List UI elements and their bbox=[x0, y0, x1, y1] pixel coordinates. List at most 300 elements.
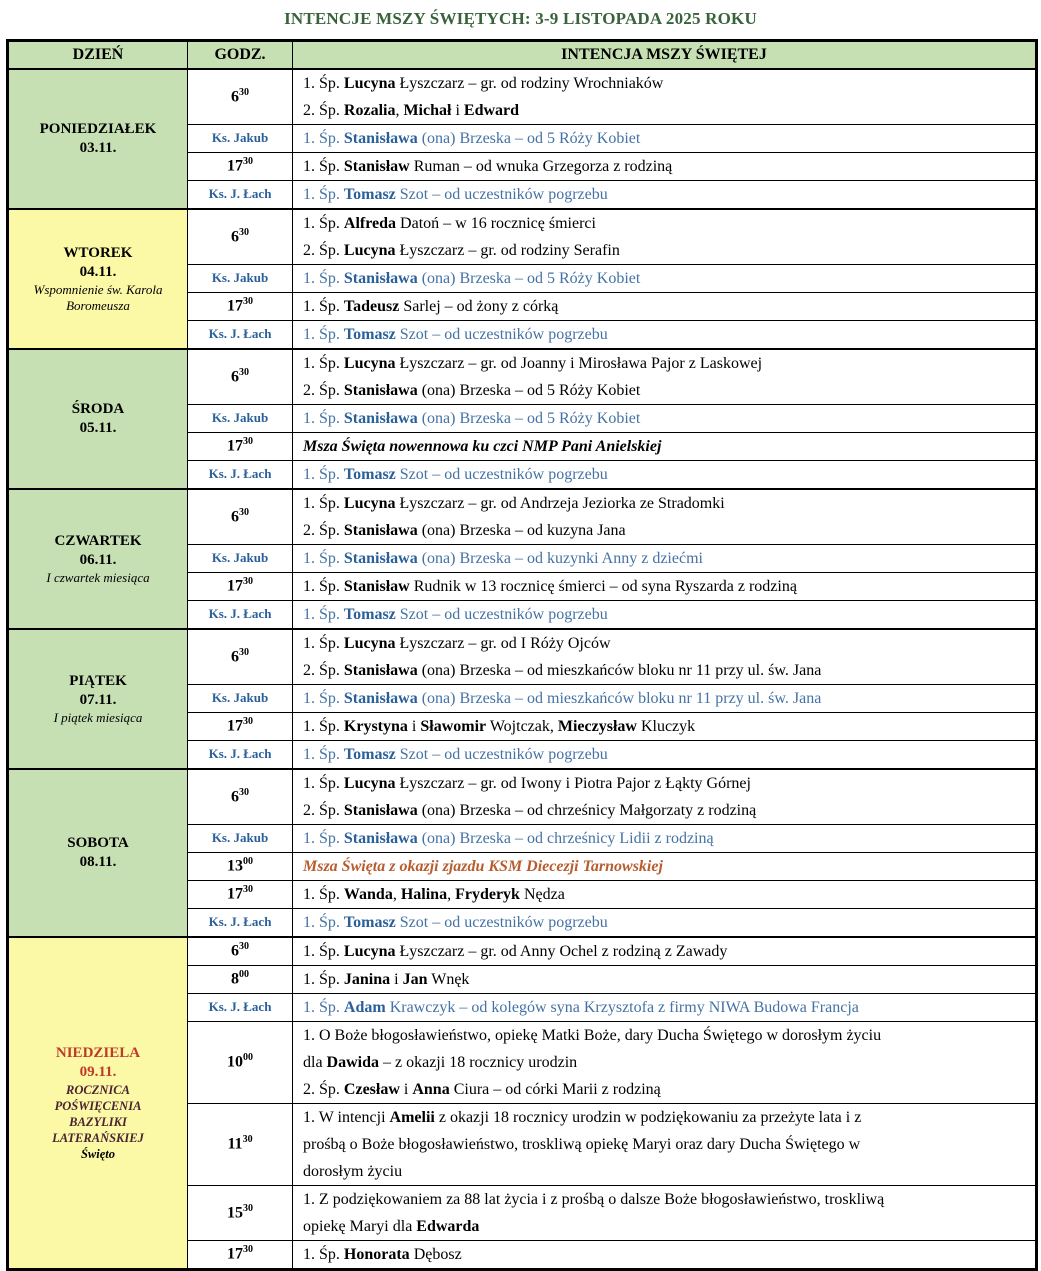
intention-cell bbox=[293, 824, 1037, 852]
priest-label: Ks. Jakub bbox=[211, 830, 269, 845]
day-date: 04.11. bbox=[79, 263, 117, 280]
priest-cell bbox=[188, 460, 293, 489]
intention-line bbox=[303, 545, 1027, 572]
intention-text: Wnęk bbox=[427, 970, 470, 988]
time-cell: $6^{30}$ bbox=[188, 69, 293, 125]
table-row bbox=[8, 489, 1037, 545]
intention-line bbox=[303, 881, 1027, 908]
intention-text: Stanisława bbox=[343, 381, 418, 399]
intention-text: (ona) Brzeska – od mieszkańców bloku nr 11 przy ul. św. Jana bbox=[417, 689, 822, 707]
intention-text: , bbox=[395, 101, 404, 119]
intention-text: Dębosz bbox=[409, 1245, 462, 1263]
priest-label: Ks. J. Łach bbox=[208, 186, 272, 201]
priest-cell bbox=[188, 404, 293, 432]
intention-text: 1. Śp. bbox=[303, 1245, 344, 1263]
day-date: 07.11. bbox=[79, 691, 117, 708]
intention-text: Szot – od uczestników pogrzebu bbox=[395, 605, 608, 623]
intention-text: dla bbox=[303, 1053, 327, 1071]
intention-text: Krystyna bbox=[343, 717, 408, 735]
intention-text: – z okazji 18 rocznicy urodzin bbox=[379, 1053, 578, 1071]
intention-line bbox=[303, 517, 1027, 544]
intention-text: Tomasz bbox=[343, 605, 396, 623]
intention-text: i bbox=[407, 717, 421, 735]
time-cell: $17^{30}$ bbox=[188, 432, 293, 460]
day-date: 08.11. bbox=[79, 853, 117, 870]
day-feast-line: ROCZNICA bbox=[66, 1082, 130, 1097]
intention-line bbox=[303, 630, 1027, 657]
intention-text: 1. Śp. bbox=[303, 74, 344, 92]
intention-line bbox=[303, 1186, 1027, 1213]
intention-text: prośbą o Boże błogosławieństwo, troskliwą opiekę Maryi oraz dary Ducha Świętego w bbox=[303, 1135, 861, 1153]
time-superscript: 30 bbox=[239, 786, 249, 798]
intention-text: 1. Śp. bbox=[303, 354, 344, 372]
time-cell: $17^{30}$ bbox=[188, 292, 293, 320]
intention-text: 2. Śp. bbox=[303, 101, 344, 119]
intention-line bbox=[303, 741, 1027, 768]
intention-text: Lucyna bbox=[343, 241, 396, 259]
intention-text: Łyszczarz – gr. od Iwony i Piotra Pajor z Łąkty Górnej bbox=[395, 774, 751, 792]
intention-cell bbox=[293, 1021, 1037, 1103]
intention-text: (ona) Brzeska – od 5 Róży Kobiet bbox=[417, 381, 641, 399]
intention-text: 1. Śp. bbox=[303, 549, 344, 567]
intention-text: 1. Śp. bbox=[303, 913, 344, 931]
table-row bbox=[8, 769, 1037, 825]
intention-text: Janina bbox=[343, 970, 391, 988]
intention-text: 1. Śp. bbox=[303, 297, 344, 315]
intention-text: i bbox=[390, 970, 403, 988]
intention-text: Stanisława bbox=[343, 521, 418, 539]
intention-cell bbox=[293, 489, 1037, 545]
intention-text: Sarlej – od żony z córką bbox=[399, 297, 559, 315]
intention-cell bbox=[293, 349, 1037, 405]
intention-cell bbox=[293, 852, 1037, 880]
intention-text: Lucyna bbox=[343, 634, 396, 652]
priest-cell bbox=[188, 320, 293, 349]
time-cell: $17^{30}$ bbox=[188, 1240, 293, 1269]
priest-cell bbox=[188, 740, 293, 769]
intention-cell bbox=[293, 629, 1037, 685]
intention-text: (ona) Brzeska – od chrześnicy Małgorzaty z rodziną bbox=[417, 801, 757, 819]
intention-text: 1. Śp. bbox=[303, 885, 344, 903]
intention-text: Datoń – w 16 rocznicę śmierci bbox=[396, 214, 596, 232]
intention-cell bbox=[293, 320, 1037, 349]
intention-text: (ona) Brzeska – od chrześnicy Lidii z rodziną bbox=[417, 829, 714, 847]
intention-cell bbox=[293, 124, 1037, 152]
intention-cell bbox=[293, 572, 1037, 600]
day-date: 03.11. bbox=[79, 139, 117, 156]
intention-cell bbox=[293, 544, 1037, 572]
intention-line bbox=[303, 938, 1027, 965]
intention-text: Wojtczak, bbox=[486, 717, 558, 735]
intention-text: 1. Śp. bbox=[303, 409, 344, 427]
intention-text: 1. Śp. bbox=[303, 689, 344, 707]
intention-text: Anna bbox=[412, 1080, 450, 1098]
col-header-time: GODZ. bbox=[188, 41, 293, 69]
intention-text: Łyszczarz – gr. od Anny Ochel z rodziną z Zawady bbox=[395, 942, 728, 960]
priest-cell bbox=[188, 684, 293, 712]
intention-cell bbox=[293, 432, 1037, 460]
day-cell bbox=[8, 629, 188, 769]
intention-text: Szot – od uczestników pogrzebu bbox=[395, 185, 608, 203]
time-superscript: 30 bbox=[243, 436, 253, 448]
table-body bbox=[8, 69, 1037, 1270]
intention-line bbox=[303, 1241, 1027, 1268]
day-subtitle: I piątek miesiąca bbox=[53, 709, 143, 725]
intention-line bbox=[303, 350, 1027, 377]
priest-label: Ks. Jakub bbox=[211, 130, 269, 145]
time-superscript: 30 bbox=[243, 156, 253, 168]
intention-text: 1. Śp. bbox=[303, 214, 344, 232]
intention-text: 2. Śp. bbox=[303, 1080, 344, 1098]
day-name: PONIEDZIAŁEK bbox=[39, 120, 157, 137]
day-cell bbox=[8, 937, 188, 1270]
priest-label: Ks. Jakub bbox=[211, 270, 269, 285]
time-cell: $6^{30}$ bbox=[188, 769, 293, 825]
intention-cell bbox=[293, 404, 1037, 432]
intention-cell bbox=[293, 600, 1037, 629]
time-superscript: 30 bbox=[243, 1202, 253, 1214]
table-row bbox=[8, 349, 1037, 405]
intention-text: Łyszczarz – gr. od I Róży Ojców bbox=[395, 634, 611, 652]
time-superscript: 30 bbox=[239, 646, 249, 658]
intention-cell bbox=[293, 1103, 1037, 1185]
intention-line bbox=[303, 1049, 1027, 1076]
time-superscript: 30 bbox=[239, 86, 249, 98]
intention-text: opiekę Maryi dla bbox=[303, 1217, 417, 1235]
intention-text: Stanisława bbox=[343, 409, 418, 427]
intention-text: 1. Śp. bbox=[303, 325, 344, 343]
intention-text: Halina bbox=[400, 885, 448, 903]
day-feast-line: LATERAŃSKIEJ bbox=[52, 1130, 144, 1145]
intention-text: 2. Śp. bbox=[303, 381, 344, 399]
intention-text: Ruman – od wnuka Grzegorza z rodziną bbox=[409, 157, 673, 175]
intention-line bbox=[303, 797, 1027, 824]
time-cell: $6^{30}$ bbox=[188, 629, 293, 685]
time-cell: $6^{30}$ bbox=[188, 937, 293, 966]
intention-text: Tomasz bbox=[343, 465, 396, 483]
intention-text: 1. Śp. bbox=[303, 494, 344, 512]
intention-text: (ona) Brzeska – od kuzynki Anny z dziećmi bbox=[417, 549, 703, 567]
day-cell bbox=[8, 69, 188, 209]
intention-line bbox=[303, 321, 1027, 348]
intention-text: (ona) Brzeska – od 5 Róży Kobiet bbox=[417, 129, 641, 147]
table-row bbox=[8, 937, 1037, 966]
time-cell: $11^{30}$ bbox=[188, 1103, 293, 1185]
time-superscript: 00 bbox=[243, 1052, 253, 1064]
time-superscript: 30 bbox=[243, 1244, 253, 1256]
intention-cell bbox=[293, 937, 1037, 966]
intention-line bbox=[303, 966, 1027, 993]
intention-text: 1. O Boże błogosławieństwo, opiekę Matki Boże, dary Ducha Świętego w dorosłym życiu bbox=[303, 1026, 882, 1044]
intention-line bbox=[303, 97, 1027, 124]
intention-cell bbox=[293, 993, 1037, 1021]
intention-text: Lucyna bbox=[343, 942, 396, 960]
intention-line bbox=[303, 573, 1027, 600]
day-feast-line: POŚWIĘCENIA bbox=[54, 1098, 142, 1113]
intention-text: 1. Śp. bbox=[303, 774, 344, 792]
intention-text: Szot – od uczestników pogrzebu bbox=[395, 913, 608, 931]
time-superscript: 00 bbox=[239, 969, 249, 981]
intention-text: Rudnik w 13 rocznicę śmierci – od syna Ryszarda z rodziną bbox=[409, 577, 797, 595]
intention-text: Szot – od uczestników pogrzebu bbox=[395, 745, 608, 763]
intention-text: z okazji 18 rocznicy urodzin w podziękowaniu za przeżyte lata i z bbox=[434, 1108, 862, 1126]
intention-line bbox=[303, 1158, 1027, 1185]
intention-text: Tomasz bbox=[343, 185, 396, 203]
intention-line bbox=[303, 210, 1027, 237]
day-name: SOBOTA bbox=[67, 834, 129, 851]
day-cell bbox=[8, 349, 188, 489]
intention-text: 2. Śp. bbox=[303, 521, 344, 539]
time-cell: $17^{30}$ bbox=[188, 572, 293, 600]
intention-text: Stanisława bbox=[343, 549, 418, 567]
intention-text: dorosłym życiu bbox=[303, 1162, 403, 1180]
intention-line bbox=[303, 770, 1027, 797]
intention-text: Msza Święta z okazji zjazdu KSM Diecezji Tarnowskiej bbox=[303, 857, 663, 875]
intention-text: Łyszczarz – gr. od rodziny Serafin bbox=[395, 241, 620, 259]
intention-text: Stanisława bbox=[343, 689, 418, 707]
intention-cell bbox=[293, 292, 1037, 320]
day-subtitle: Wspomnienie św. Karola bbox=[33, 281, 163, 297]
intention-text: 1. Śp. bbox=[303, 634, 344, 652]
intention-text: Szot – od uczestników pogrzebu bbox=[395, 325, 608, 343]
day-name: WTOREK bbox=[63, 244, 133, 261]
intention-text: Amelii bbox=[389, 1108, 435, 1126]
intention-text: Stanisława bbox=[343, 661, 418, 679]
intention-text: , bbox=[447, 885, 456, 903]
intention-text: 1. Śp. bbox=[303, 829, 344, 847]
intention-text: Łyszczarz – gr. od rodziny Wrochniaków bbox=[395, 74, 664, 92]
intention-line bbox=[303, 433, 1027, 460]
intention-text: Edward bbox=[463, 101, 520, 119]
intention-line bbox=[303, 70, 1027, 97]
intention-text: 2. Śp. bbox=[303, 241, 344, 259]
intention-line bbox=[303, 377, 1027, 404]
page-title: INTENCJE MSZY ŚWIĘTYCH: 3-9 LISTOPADA 2025 ROKU bbox=[284, 9, 757, 28]
intention-line bbox=[303, 685, 1027, 712]
intention-text: Lucyna bbox=[343, 74, 396, 92]
intention-text: Tomasz bbox=[343, 745, 396, 763]
intention-line bbox=[303, 853, 1027, 880]
day-date: 09.11. bbox=[79, 1063, 117, 1080]
intention-text: Msza Święta nowennowa ku czci NMP Pani Anielskiej bbox=[303, 437, 662, 455]
time-cell: $8^{00}$ bbox=[188, 965, 293, 993]
intention-cell bbox=[293, 1185, 1037, 1240]
intention-cell bbox=[293, 180, 1037, 209]
intention-text: Rozalia bbox=[343, 101, 396, 119]
priest-label: Ks. J. Łach bbox=[208, 999, 272, 1014]
intention-text: Stanisław bbox=[343, 157, 410, 175]
intention-cell bbox=[293, 152, 1037, 180]
intention-text: 1. Śp. bbox=[303, 605, 344, 623]
day-cell bbox=[8, 769, 188, 937]
intention-text: 1. Śp. bbox=[303, 717, 344, 735]
day-date: 05.11. bbox=[79, 419, 117, 436]
intention-text: i bbox=[399, 1080, 413, 1098]
intention-text: 1. Śp. bbox=[303, 465, 344, 483]
intention-line bbox=[303, 601, 1027, 628]
intention-line bbox=[303, 994, 1027, 1021]
priest-cell bbox=[188, 824, 293, 852]
intention-line bbox=[303, 1076, 1027, 1103]
time-cell: $6^{30}$ bbox=[188, 349, 293, 405]
priest-cell bbox=[188, 908, 293, 937]
intention-line bbox=[303, 461, 1027, 488]
intention-cell bbox=[293, 880, 1037, 908]
intention-text: i bbox=[451, 101, 464, 119]
intention-line bbox=[303, 825, 1027, 852]
intention-cell bbox=[293, 460, 1037, 489]
intention-text: 1. W intencji bbox=[303, 1108, 390, 1126]
intention-line bbox=[303, 909, 1027, 936]
intention-text: (ona) Brzeska – od mieszkańców bloku nr 11 przy ul. św. Jana bbox=[417, 661, 822, 679]
intention-cell bbox=[293, 740, 1037, 769]
intention-text: Stanisława bbox=[343, 269, 418, 287]
priest-cell bbox=[188, 993, 293, 1021]
intention-text: Dawida bbox=[326, 1053, 379, 1071]
intention-line bbox=[303, 657, 1027, 684]
intention-cell bbox=[293, 264, 1037, 292]
intention-cell bbox=[293, 908, 1037, 937]
intention-text: Edwarda bbox=[416, 1217, 480, 1235]
day-subtitle: Boromeusza bbox=[66, 297, 130, 313]
time-cell: $6^{30}$ bbox=[188, 489, 293, 545]
intention-text: 1. Śp. bbox=[303, 185, 344, 203]
intention-line bbox=[303, 713, 1027, 740]
priest-label: Ks. J. Łach bbox=[208, 466, 272, 481]
intention-text: , bbox=[392, 885, 401, 903]
intention-text: (ona) Brzeska – od 5 Róży Kobiet bbox=[417, 409, 641, 427]
time-superscript: 30 bbox=[243, 716, 253, 728]
priest-cell bbox=[188, 124, 293, 152]
intention-text: 1. Śp. bbox=[303, 745, 344, 763]
intention-line bbox=[303, 237, 1027, 264]
priest-label: Ks. Jakub bbox=[211, 550, 269, 565]
intention-cell bbox=[293, 684, 1037, 712]
time-superscript: 30 bbox=[239, 941, 249, 953]
day-name: PIĄTEK bbox=[69, 672, 127, 689]
intention-text: 1. Śp. bbox=[303, 129, 344, 147]
day-note: Święto bbox=[80, 1146, 116, 1161]
priest-label: Ks. J. Łach bbox=[208, 606, 272, 621]
table-row bbox=[8, 69, 1037, 125]
intention-text: Tomasz bbox=[343, 325, 396, 343]
intention-text: Ciura – od córki Marii z rodziną bbox=[449, 1080, 661, 1098]
day-date: 06.11. bbox=[79, 551, 117, 568]
intention-line bbox=[303, 265, 1027, 292]
intention-cell bbox=[293, 769, 1037, 825]
intention-text: Kluczyk bbox=[636, 717, 696, 735]
intention-text: Stanisława bbox=[343, 829, 418, 847]
intention-text: Adam bbox=[343, 998, 386, 1016]
intention-text: Wanda bbox=[343, 885, 393, 903]
time-cell: $10^{00}$ bbox=[188, 1021, 293, 1103]
intention-text: Łyszczarz – gr. od Joanny i Mirosława Pajor z Laskowej bbox=[395, 354, 763, 372]
intention-line bbox=[303, 1213, 1027, 1240]
intention-text: 1. Śp. bbox=[303, 577, 344, 595]
time-cell: $13^{00}$ bbox=[188, 852, 293, 880]
intention-text: Fryderyk bbox=[455, 885, 520, 903]
intention-text: Tadeusz bbox=[343, 297, 400, 315]
priest-cell bbox=[188, 264, 293, 292]
day-name: CZWARTEK bbox=[54, 532, 142, 549]
priest-cell bbox=[188, 600, 293, 629]
intention-line bbox=[303, 181, 1027, 208]
priest-cell bbox=[188, 180, 293, 209]
intention-text: Jan bbox=[402, 970, 428, 988]
intention-text: 1. Z podziękowaniem za 88 lat życia i z prośbą o dalsze Boże błogosławieństwo, troskliwą bbox=[303, 1190, 885, 1208]
intention-cell bbox=[293, 712, 1037, 740]
intention-line bbox=[303, 1131, 1027, 1158]
time-superscript: 30 bbox=[239, 366, 249, 378]
intention-text: 1. Śp. bbox=[303, 998, 344, 1016]
intention-text: Nędza bbox=[519, 885, 565, 903]
intention-text: Łyszczarz – gr. od Andrzeja Jeziorka ze Stradomki bbox=[395, 494, 725, 512]
intention-line bbox=[303, 1104, 1027, 1131]
intention-text: 2. Śp. bbox=[303, 661, 344, 679]
intention-line bbox=[303, 125, 1027, 152]
intention-text: (ona) Brzeska – od kuzyna Jana bbox=[417, 521, 626, 539]
priest-label: Ks. Jakub bbox=[211, 410, 269, 425]
time-superscript: 30 bbox=[243, 576, 253, 588]
priest-label: Ks. Jakub bbox=[211, 690, 269, 705]
intention-line bbox=[303, 293, 1027, 320]
day-name: ŚRODA bbox=[71, 400, 125, 417]
col-header-day: DZIEŃ bbox=[8, 41, 188, 69]
time-cell: $6^{30}$ bbox=[188, 209, 293, 265]
table-row bbox=[8, 629, 1037, 685]
day-feast-line: BAZYLIKI bbox=[69, 1114, 127, 1129]
intention-text: Krawczyk – od kolegów syna Krzysztofa z firmy NIWA Budowa Francja bbox=[385, 998, 859, 1016]
intention-cell bbox=[293, 69, 1037, 125]
time-cell: $17^{30}$ bbox=[188, 152, 293, 180]
table-row bbox=[8, 209, 1037, 265]
intention-line bbox=[303, 490, 1027, 517]
time-superscript: 30 bbox=[243, 884, 253, 896]
priest-label: Ks. J. Łach bbox=[208, 914, 272, 929]
day-name: NIEDZIELA bbox=[55, 1044, 141, 1061]
intention-text: Lucyna bbox=[343, 774, 396, 792]
intention-text: Stanisława bbox=[343, 801, 418, 819]
intention-text: Mieczysław bbox=[557, 717, 637, 735]
intention-text: 1. Śp. bbox=[303, 970, 344, 988]
day-cell bbox=[8, 209, 188, 349]
priest-cell bbox=[188, 544, 293, 572]
time-superscript: 30 bbox=[239, 226, 249, 238]
intention-text: Lucyna bbox=[343, 494, 396, 512]
intention-text: Czesław bbox=[343, 1080, 400, 1098]
day-cell bbox=[8, 489, 188, 629]
header-row bbox=[8, 41, 1037, 69]
intention-text: Stanisława bbox=[343, 129, 418, 147]
intention-text: Michał bbox=[403, 101, 452, 119]
intention-text: (ona) Brzeska – od 5 Róży Kobiet bbox=[417, 269, 641, 287]
day-subtitle: I czwartek miesiąca bbox=[46, 569, 150, 585]
intention-line bbox=[303, 153, 1027, 180]
time-cell: $15^{30}$ bbox=[188, 1185, 293, 1240]
time-superscript: 30 bbox=[243, 296, 253, 308]
time-cell: $17^{30}$ bbox=[188, 712, 293, 740]
intention-text: Szot – od uczestników pogrzebu bbox=[395, 465, 608, 483]
intention-text: Tomasz bbox=[343, 913, 396, 931]
intention-line bbox=[303, 405, 1027, 432]
mass-intentions-table bbox=[6, 39, 1038, 1271]
priest-label: Ks. J. Łach bbox=[208, 326, 272, 341]
intention-cell bbox=[293, 1240, 1037, 1269]
intention-text: 1. Śp. bbox=[303, 269, 344, 287]
col-header-intention: INTENCJA MSZY ŚWIĘTEJ bbox=[293, 41, 1037, 69]
intention-line bbox=[303, 1022, 1027, 1049]
intention-text: 1. Śp. bbox=[303, 157, 344, 175]
